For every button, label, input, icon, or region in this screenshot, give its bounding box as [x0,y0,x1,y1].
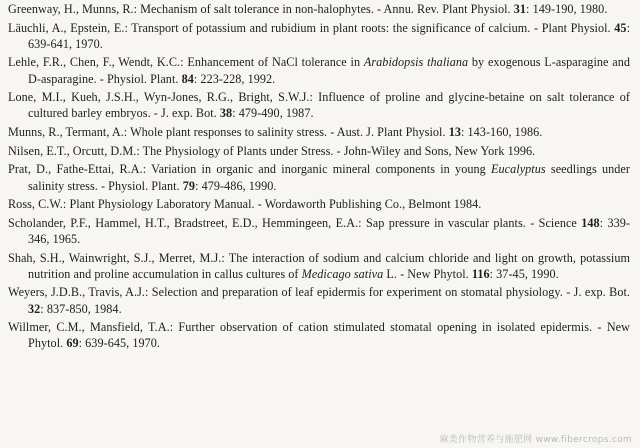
reference-item: Lehle, F.R., Chen, F., Wendt, K.C.: Enhancement of NaCl tolerance in Arabidopsis thaliana by exogenous L-asparagine and D-asparagine. - Physiol. Plant. 84: 223-228, 1992. [8,55,630,86]
reference-item: Shah, S.H., Wainwright, S.J., Merret, M.J.: The interaction of sodium and calcium chloride and light on growth, potassium nutrition and proline accumulation in callus cultures of Medicago sativa L. - New Phytol. 116: 37-45, 1990. [8,250,630,281]
reference-item: Willmer, C.M., Mansfield, T.A.: Further observation of cation stimulated stomatal opening in isolated epidermis. - New Phytol. 69: 639-645, 1970. [8,320,630,351]
reference-item: Munns, R., Termant, A.: Whole plant responses to salinity stress. - Aust. J. Plant Physiol. 13: 143-160, 1986. [8,125,543,140]
reference-item: Greenway, H., Munns, R.: Mechanism of salt tolerance in non-halophytes. - Annu. Rev. Plant Physiol. 31: 149-190, 1980. [8,2,608,16]
reference-item: Scholander, P.F., Hammel, H.T., Bradstreet, E.D., Hemmingeen, E.A.: Sap pressure in vascular plants. - Science 148: 339-346, 1965. [8,215,631,246]
reference-item: Weyers, J.D.B., Travis, A.J.: Selection and preparation of leaf epidermis for experiment on stomatal physiology. - J. exp. Bot. 32: 837-850, 1984. [8,285,630,316]
reference-item: Lone, M.I., Kueh, J.S.H., Wyn-Jones, R.G., Bright, S.W.J.: Influence of proline and glycine-betaine on salt tolerance of cultured barley embryos. - J. exp. Bot. 38: 479-490, 1987. [8,90,630,121]
reference-list [8,1,630,354]
reference-item: Ross, C.W.: Plant Physiology Laboratory Manual. - Wordaworth Publishing Co., Belmont 1984. [8,197,482,212]
reference-item: Läuchli, A., Epstein, E.: Transport of potassium and rubidium in plant roots: the significance of calcium. - Plant Physiol. 45: 639-641, 1970. [8,20,630,51]
reference-item: Nilsen, E.T., Orcutt, D.M.: The Physiology of Plants under Stress. - John-Wiley and Sons, New York 1996. [8,143,536,158]
reference-item: Prat, D., Fathe-Ettai, R.A.: Variation in organic and inorganic mineral components in young Eucalyptus seedlings under salinity stress. - Physiol. Plant. 79: 479-486, 1990. [8,162,630,193]
site-watermark: 麻类作物营养与施肥网 www.fibercrops.com [439,435,632,445]
